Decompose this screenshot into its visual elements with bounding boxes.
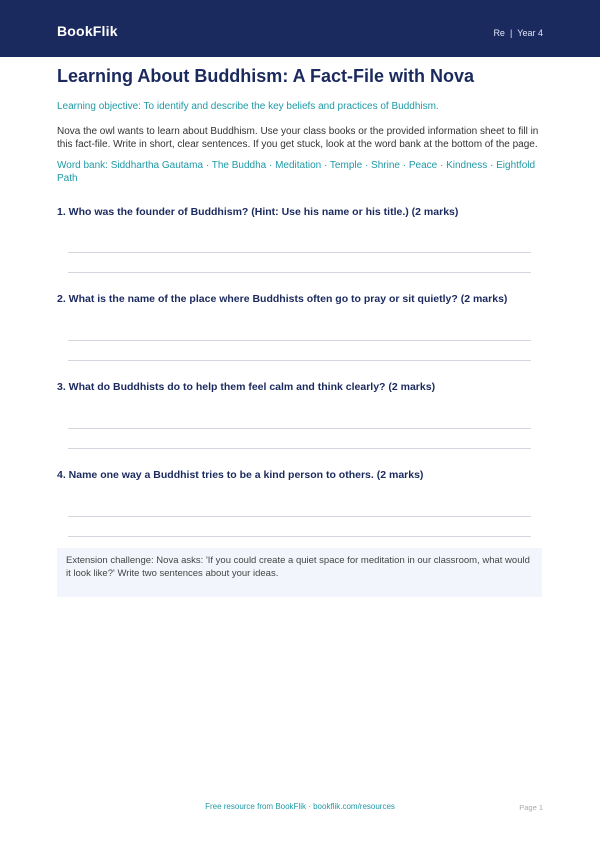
answer-line-q2-2[interactable] [68, 360, 531, 361]
footer-credit[interactable]: Free resource from BookFlik · bookflik.com/resources [205, 802, 395, 811]
brand-logo[interactable]: BookFlik [57, 23, 118, 39]
answer-line-q4-2[interactable] [68, 536, 531, 537]
page-header [0, 0, 600, 57]
answer-line-q3-2[interactable] [68, 448, 531, 449]
header-meta [493, 28, 543, 38]
answer-line-q4-1[interactable] [68, 516, 531, 517]
page-number: Page 1 [519, 803, 543, 812]
question-1: 1. Who was the founder of Buddhism? (Hint: Use his name or his title.) (2 marks) [57, 206, 459, 218]
year-label: Year 4 [517, 28, 543, 38]
word-bank: Word bank: Siddhartha Gautama · The Buddha · Meditation · Temple · Shrine · Peace · Kindness · Eightfold Path [57, 160, 536, 184]
meta-separator: | [509, 28, 513, 38]
learning-objective: Learning objective: To identify and describe the key beliefs and practices of Buddhism. [57, 101, 439, 112]
question-4: 4. Name one way a Buddhist tries to be a kind person to others. (2 marks) [57, 469, 424, 481]
question-3: 3. What do Buddhists do to help them feel calm and think clearly? (2 marks) [57, 381, 436, 393]
answer-line-q2-1[interactable] [68, 340, 531, 341]
answer-line-q1-2[interactable] [68, 272, 531, 273]
question-2: 2. What is the name of the place where Buddhists often go to pray or sit quietly? (2 marks) [57, 293, 508, 305]
intro-text: Nova the owl wants to learn about Buddhism. Use your class books or the provided information sheet to fill in this fact-file. Write in short, clear sentences. If you get stuck, look at the word bank at the bottom of the page. [57, 126, 539, 150]
page-title: Learning About Buddhism: A Fact-File with Nova [57, 66, 474, 86]
answer-line-q3-1[interactable] [68, 428, 531, 429]
answer-line-q1-1[interactable] [68, 252, 531, 253]
subject-label: Re [493, 28, 505, 38]
extension-challenge: Extension challenge: Nova asks: 'If you could create a quiet space for meditation in our classroom, what would it look like?' Write two sentences about your ideas. [57, 548, 542, 597]
